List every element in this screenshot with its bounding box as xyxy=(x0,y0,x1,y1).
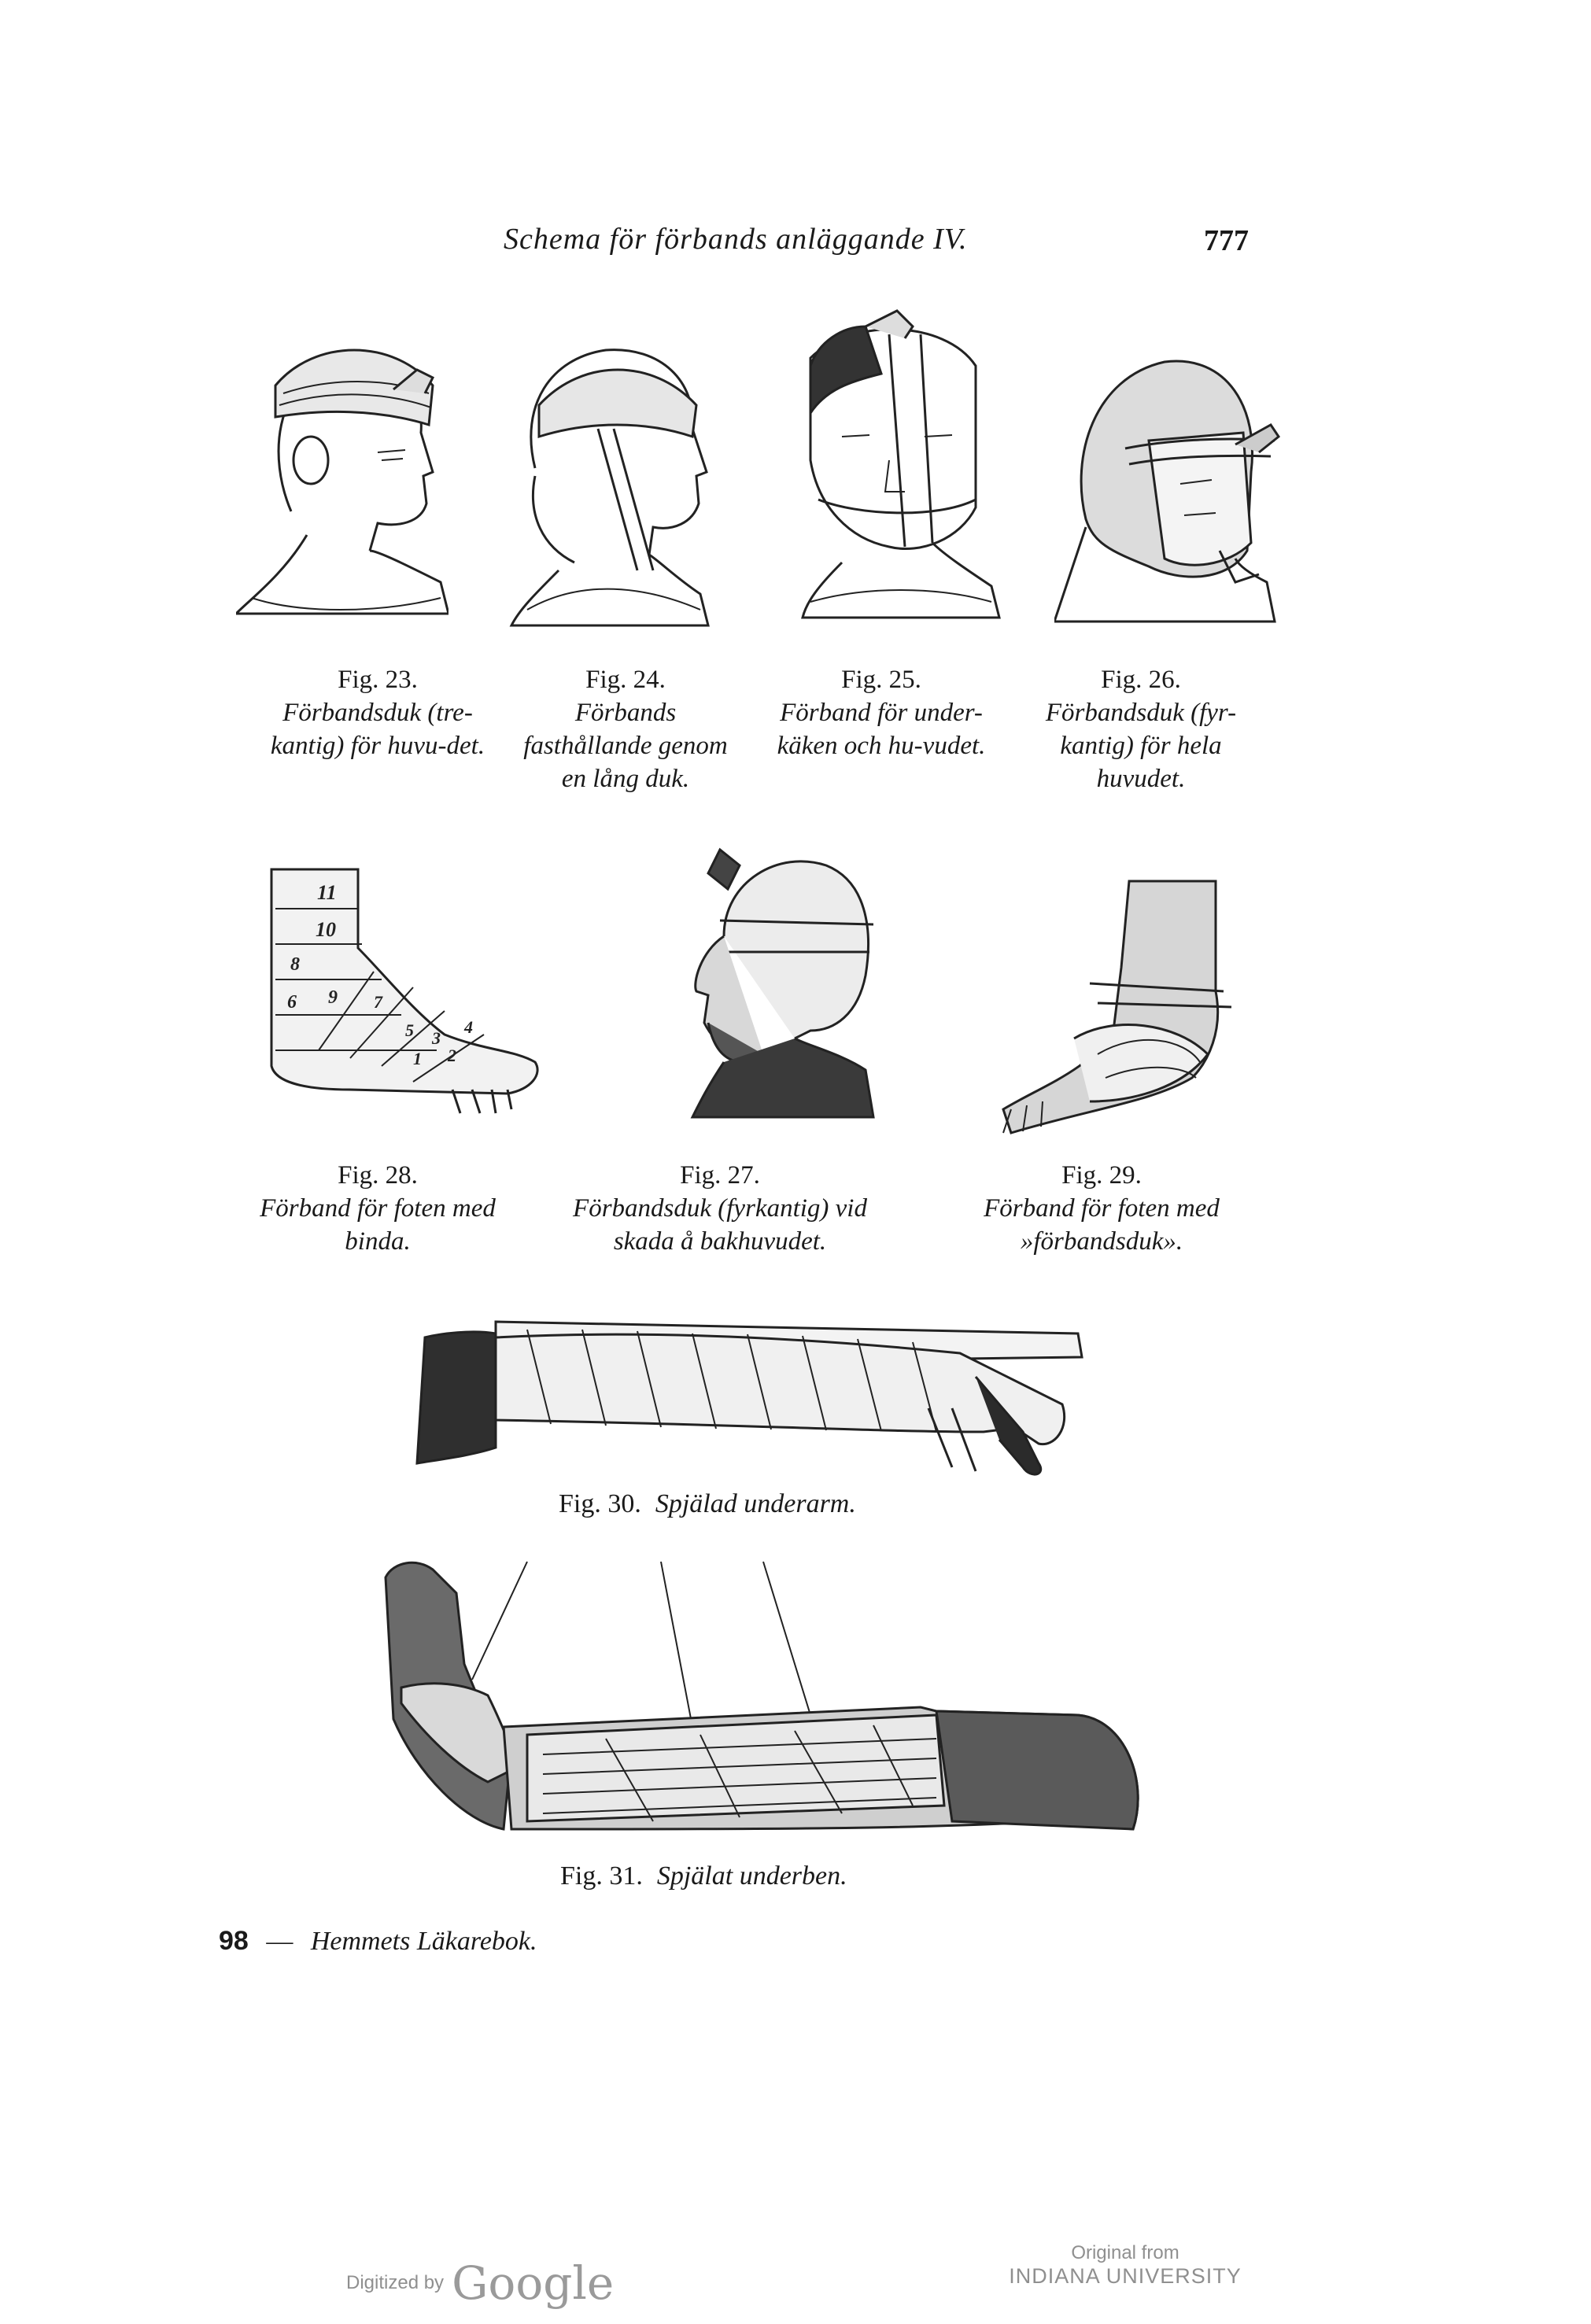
figure-24-text: Förbands fasthållande genom en lång duk. xyxy=(523,699,728,793)
figure-23-number: Fig. 23. xyxy=(338,666,418,694)
figure-27-number: Fig. 27. xyxy=(680,1161,760,1190)
footer-book-title: Hemmets Läkarebok. xyxy=(310,1927,537,1956)
figure-25-head-bandage xyxy=(787,303,1007,633)
figure-31-text: Spjälat underben. xyxy=(656,1861,847,1891)
bandage-number-5: 5 xyxy=(405,1020,414,1040)
bandage-number-1: 1 xyxy=(413,1049,422,1068)
figure-26-text: Förbandsduk (fyr-kantig) för hela huvudet. xyxy=(1045,699,1237,793)
bandage-number-4: 4 xyxy=(464,1017,473,1037)
bandage-number-2: 2 xyxy=(448,1046,456,1065)
figure-25-number: Fig. 25. xyxy=(841,666,921,694)
figure-29-foot-bandage xyxy=(995,873,1247,1156)
page-footer xyxy=(219,1926,537,1957)
bandage-number-8: 8 xyxy=(290,954,300,975)
figure-24-caption xyxy=(511,663,740,795)
figure-30-caption xyxy=(559,1489,856,1519)
bandage-number-9: 9 xyxy=(328,987,338,1008)
bandage-number-6: 6 xyxy=(287,992,297,1013)
bandage-number-11: 11 xyxy=(317,881,337,904)
original-from-label: Original from xyxy=(1071,2242,1179,2263)
figure-24-number: Fig. 24. xyxy=(585,666,666,694)
figure-27-caption xyxy=(547,1159,893,1258)
figure-29-number: Fig. 29. xyxy=(1061,1161,1142,1190)
institution-name: INDIANA UNIVERSITY xyxy=(1009,2264,1242,2288)
figure-26-caption xyxy=(1015,663,1267,795)
figure-26-number: Fig. 26. xyxy=(1101,666,1181,694)
bandage-number-7: 7 xyxy=(374,992,382,1012)
figure-28-foot-bandage xyxy=(256,854,547,1145)
digitized-by-label: Digitized by xyxy=(346,2272,445,2293)
figure-29-text: Förband för foten med »förbandsduk». xyxy=(984,1194,1220,1256)
figure-31-splinted-lower-leg xyxy=(370,1546,1157,1876)
original-from-watermark xyxy=(1007,2242,1243,2289)
figure-31-caption xyxy=(560,1861,847,1891)
figure-25-text: Förband för under-käken och hu-vudet. xyxy=(777,699,986,760)
footer-dash: — xyxy=(266,1927,293,1956)
google-logo: Google xyxy=(452,2256,615,2310)
figure-26-head-bandage xyxy=(1054,346,1283,629)
figure-23-caption xyxy=(260,663,496,762)
figure-24-head-bandage xyxy=(504,311,716,633)
figure-23-head-bandage xyxy=(236,315,449,629)
digitized-by-watermark xyxy=(346,2256,614,2310)
figure-27-text: Förbandsduk (fyrkantig) vid skada å bakhuvudet. xyxy=(573,1194,867,1256)
figure-28-number: Fig. 28. xyxy=(338,1161,418,1190)
bandage-number-10: 10 xyxy=(316,918,336,941)
figure-28-caption xyxy=(228,1159,527,1258)
page-number: 777 xyxy=(1204,224,1249,257)
running-header-title: Schema för förbands anläggande IV. xyxy=(504,223,968,256)
footer-page-number: 98 xyxy=(219,1926,249,1956)
figure-30-text: Spjälad underarm. xyxy=(655,1489,856,1518)
figure-25-caption xyxy=(755,663,1007,762)
figure-30-number: Fig. 30. xyxy=(559,1489,641,1518)
figure-27-head-bandage xyxy=(677,834,881,1125)
figure-28-text: Förband för foten med binda. xyxy=(260,1194,496,1256)
figure-23-text: Förbandsduk (tre-kantig) för huvu-det. xyxy=(270,699,485,760)
figure-29-caption xyxy=(936,1159,1267,1258)
bandage-number-3: 3 xyxy=(432,1028,441,1048)
figure-31-number: Fig. 31. xyxy=(560,1861,643,1891)
figure-30-splinted-forearm xyxy=(409,1290,1102,1479)
